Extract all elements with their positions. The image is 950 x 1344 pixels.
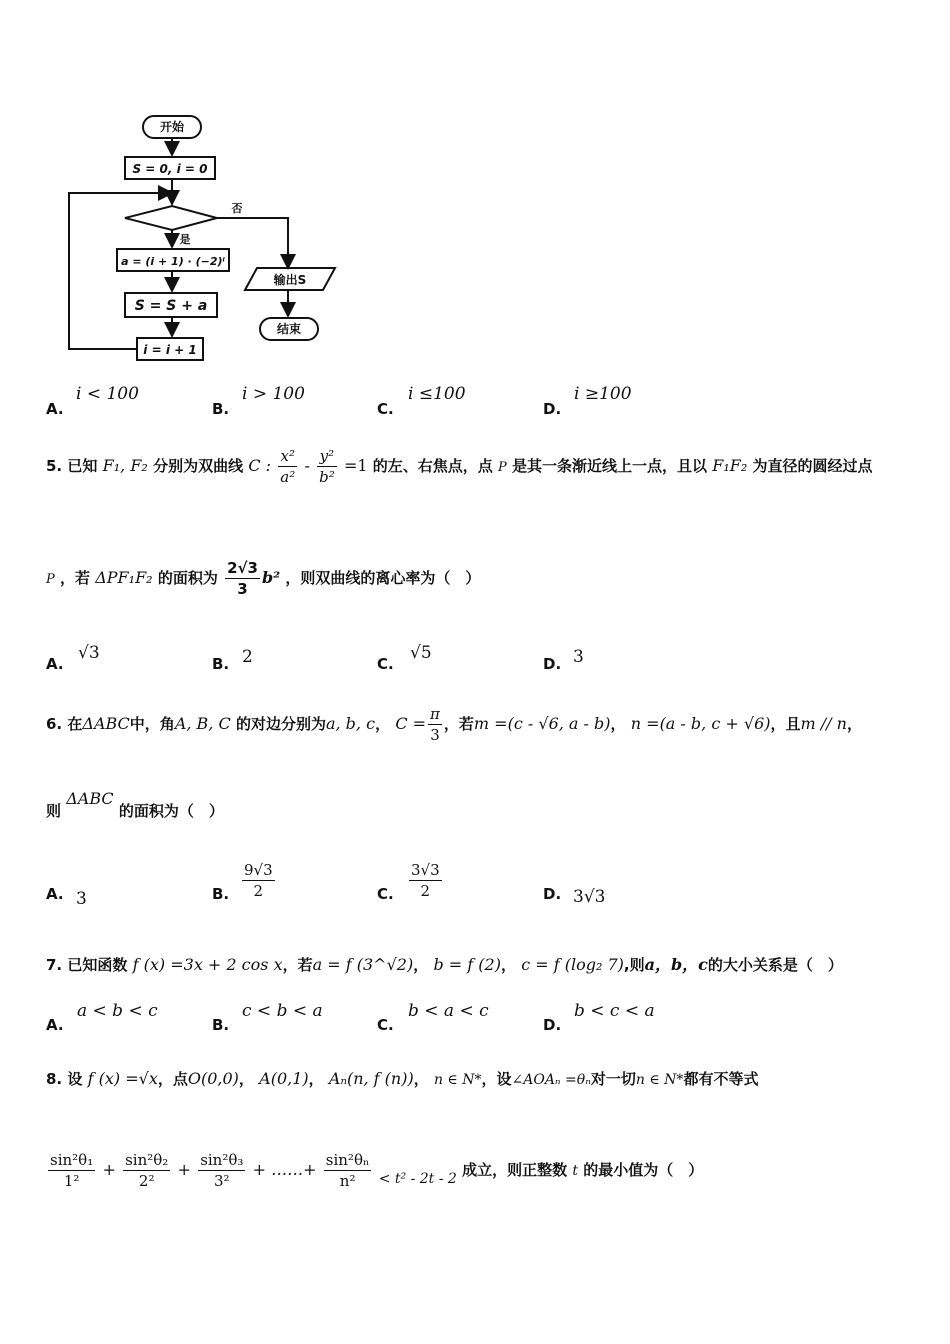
assign-s-label: S = S + a — [134, 298, 208, 314]
q6-comma: ， — [846, 715, 862, 733]
q7-text: ,则 — [623, 956, 645, 974]
q8-comma: ， — [308, 1070, 324, 1088]
q4-option-d-label: D. — [543, 400, 562, 418]
q4-option-c-label: C. — [377, 400, 394, 418]
q6-angles: A, B, C — [174, 714, 231, 733]
q5-eq: =1 — [343, 456, 368, 475]
q5-option-b-text: 2 — [242, 647, 253, 667]
frac-num: sin²θₙ — [325, 1151, 370, 1169]
q4-option-b-text: i > 100 — [242, 384, 305, 404]
q5-number: 5. — [46, 457, 63, 475]
yes-label: 是 — [179, 233, 191, 246]
q4-option-a-text: i < 100 — [76, 384, 139, 404]
q6-sides: a, b, c — [325, 714, 376, 733]
q8-text: 的最小值为（ ） — [583, 1161, 704, 1179]
program-flowchart — [45, 100, 340, 368]
q8-term-2 — [123, 1150, 170, 1191]
q7-option-d-text: b < c < a — [574, 1001, 655, 1021]
frac-den: n² — [339, 1172, 356, 1190]
q6-option-d-label: D. — [543, 885, 562, 903]
frac-den: b² — [319, 468, 335, 486]
output-label: 输出S — [273, 273, 307, 287]
frac-num: y² — [317, 446, 337, 467]
q6-option-c-label: C. — [377, 885, 394, 903]
q5-option-a-text: √3 — [78, 643, 100, 663]
q6-option-c-fraction — [409, 860, 442, 901]
q7-option-b-label: B. — [212, 1016, 230, 1034]
frac-den: 2 — [420, 882, 431, 900]
frac-num: 3√3 — [411, 861, 440, 879]
q8-dots: + ……+ — [252, 1160, 317, 1179]
q6-pi-fraction — [428, 704, 442, 745]
frac-num: π — [430, 705, 440, 723]
q6-comma: ， — [375, 715, 391, 733]
q8-point-o: O(0,0) — [187, 1069, 239, 1088]
q6-c-eq: C = — [395, 714, 427, 733]
q7-function: f (x) =3x + 2 cos x — [132, 955, 283, 974]
q5-point: P — [46, 572, 55, 587]
q7-number: 7. — [46, 956, 63, 974]
q5-f1f2: F₁F₂ — [712, 456, 748, 475]
q7-option-c-label: C. — [377, 1016, 394, 1034]
q5-y-fraction — [317, 446, 337, 487]
q6-line1 — [46, 704, 862, 745]
q8-plus: + — [102, 1160, 116, 1179]
q6-triangle: ΔABC — [82, 714, 130, 733]
q8-function: f (x) =√x — [87, 1069, 158, 1088]
q5-line1 — [46, 446, 873, 487]
q5-minus: - — [304, 456, 310, 475]
frac-den: 2² — [138, 1172, 155, 1190]
q5-text: 的面积为 — [157, 569, 218, 587]
q6-number: 6. — [46, 715, 63, 733]
q8-plus: + — [177, 1160, 191, 1179]
q4-option-b-label: B. — [212, 400, 230, 418]
q8-text: 成立，则正整数 — [462, 1161, 568, 1179]
q5-triangle: ΔPF₁F₂ — [95, 568, 153, 587]
q6-triangle: ΔABC — [66, 789, 114, 808]
q7-option-b-text: c < b < a — [242, 1001, 323, 1021]
q5-option-a-label: A. — [46, 655, 64, 673]
q5-option-b-label: B. — [212, 655, 230, 673]
frac-den: 1² — [63, 1172, 80, 1190]
q8-comma: ， — [238, 1070, 254, 1088]
q5-text: 分别为双曲线 — [153, 457, 244, 475]
q8-number: 8. — [46, 1070, 63, 1088]
q8-text: 对一切 — [590, 1070, 636, 1088]
q5-point: P — [498, 460, 507, 475]
q6-option-a-label: A. — [46, 885, 64, 903]
q7-option-c-text: b < a < c — [408, 1001, 489, 1021]
q8-text: 设 — [67, 1070, 83, 1088]
q8-term-1 — [48, 1150, 95, 1191]
assign-a-label: a = (i + 1) · (−2)ⁱ — [121, 255, 225, 268]
q5-option-d-label: D. — [543, 655, 562, 673]
q8-n-in-naturals: n ∈ N* — [433, 1072, 482, 1088]
start-label: 开始 — [159, 120, 185, 134]
frac-num: sin²θ₃ — [200, 1151, 244, 1169]
q5-text: ，则双曲线的离心率为（ ） — [285, 569, 481, 587]
q7-c-def: c = f (log₂ 7) — [521, 955, 624, 974]
frac-num: 9√3 — [244, 861, 273, 879]
q6-option-b-label: B. — [212, 885, 230, 903]
frac-den: 3 — [237, 580, 248, 598]
frac-num: 2√3 — [227, 559, 258, 577]
q4-option-d-text: i ≥100 — [574, 384, 632, 404]
increment-label: i = i + 1 — [143, 343, 197, 357]
q7-b-def: b = f (2) — [433, 955, 501, 974]
q6-n-vector: n =(a - b, c + √6) — [630, 714, 771, 733]
q7-option-a-text: a < b < c — [77, 1001, 158, 1021]
q5-text: 已知 — [67, 457, 98, 475]
q8-inequality: < t² - 2t - 2 — [378, 1171, 457, 1187]
q8-point-an: Aₙ(n, f (n)) — [328, 1069, 414, 1088]
q8-comma: ， — [413, 1070, 429, 1088]
q6-text: 的面积为（ ） — [118, 802, 224, 820]
end-label: 结束 — [276, 322, 302, 336]
q8-angle: ∠AOAₙ =θₙ — [511, 1072, 591, 1088]
q8-text: ，设 — [481, 1070, 512, 1088]
q4-option-a-label: A. — [46, 400, 64, 418]
q8-text: 都有不等式 — [683, 1070, 759, 1088]
q4-option-c-text: i ≤100 — [408, 384, 466, 404]
q5-text: ，若 — [59, 569, 90, 587]
q6-option-d-text: 3√3 — [573, 887, 606, 907]
q5-line2 — [46, 558, 480, 599]
q5-text: 是其一条渐近线上一点，且以 — [512, 457, 708, 475]
frac-den: 2 — [253, 882, 264, 900]
q8-t: t — [572, 1163, 578, 1179]
q6-option-b-fraction — [242, 860, 275, 901]
init-label: S = 0, i = 0 — [132, 162, 208, 176]
q6-option-a-text: 3 — [76, 889, 87, 909]
q8-text: ，点 — [157, 1070, 188, 1088]
q7-comma: ， — [500, 956, 516, 974]
q7-a-def: a = f (3^√2) — [312, 955, 414, 974]
q6-text: 的对边分别为 — [235, 715, 326, 733]
q6-line2 — [46, 789, 224, 821]
q5-text: 的左、右焦点，点 — [372, 457, 493, 475]
q8-term-3 — [198, 1150, 245, 1191]
q6-text: ，若 — [443, 715, 474, 733]
q5-option-c-label: C. — [377, 655, 394, 673]
frac-num: x² — [278, 446, 297, 467]
q5-area-fraction — [225, 558, 260, 599]
q5-text: 为直径的圆经过点 — [752, 457, 873, 475]
q6-text: ，且 — [770, 715, 801, 733]
q7-abc: a，b，c — [644, 955, 708, 974]
q7-line — [46, 952, 843, 975]
q6-text: 则 — [46, 802, 62, 820]
q8-term-n — [324, 1150, 372, 1191]
frac-den: 3 — [430, 726, 440, 744]
q8-n-in-naturals: n ∈ N* — [635, 1072, 684, 1088]
q6-m-vector: m =(c - √6, a - b) — [473, 714, 611, 733]
q6-parallel: m // n — [800, 714, 847, 733]
q7-text: 已知函数 — [67, 956, 128, 974]
q8-point-a: A(0,1) — [259, 1069, 309, 1088]
q8-line1 — [46, 1068, 758, 1089]
q5-option-c-text: √5 — [410, 643, 432, 663]
q7-text: 的大小关系是（ ） — [707, 956, 843, 974]
no-label: 否 — [231, 202, 243, 215]
frac-num: sin²θ₁ — [50, 1151, 94, 1169]
q6-comma: ， — [610, 715, 626, 733]
q7-text: ，若 — [282, 956, 313, 974]
q5-option-d-text: 3 — [573, 647, 584, 667]
q5-x-fraction — [278, 446, 297, 487]
frac-den: 3² — [214, 1172, 230, 1190]
frac-num: sin²θ₂ — [125, 1151, 169, 1169]
q6-text: 在 — [67, 715, 83, 733]
q6-text: 中，角 — [129, 715, 175, 733]
q7-option-a-label: A. — [46, 1016, 64, 1034]
q7-option-d-label: D. — [543, 1016, 562, 1034]
q5-foci: F₁, F₂ — [102, 456, 148, 475]
q5-curve-name: C : — [248, 456, 272, 475]
q8-line2 — [46, 1150, 703, 1191]
decision-diamond — [125, 206, 217, 230]
q5-area-b: b² — [261, 568, 281, 587]
frac-den: a² — [280, 468, 296, 486]
q7-comma: ， — [413, 956, 429, 974]
